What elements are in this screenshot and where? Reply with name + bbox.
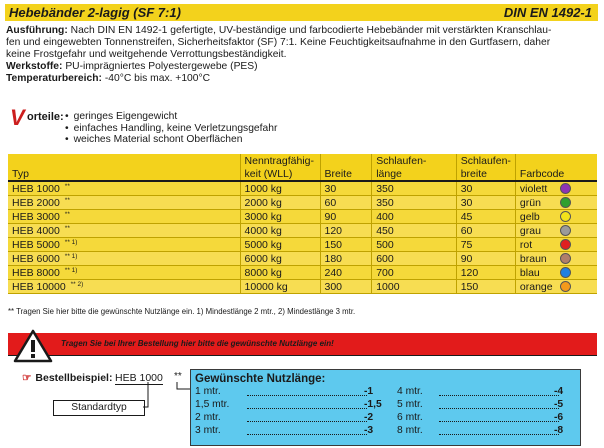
dotted-leader	[247, 421, 367, 422]
row-farbe: rot	[519, 238, 533, 251]
nutzlaenge-option-value: -4	[554, 386, 564, 397]
dotted-leader	[247, 408, 367, 409]
row-farbe: blau	[519, 266, 540, 279]
nutzlaenge-option-label: 4 mtr.	[397, 386, 423, 397]
row-laenge: 700	[372, 266, 457, 280]
row-sbreite: 60	[456, 224, 515, 238]
row-wll: 6000 kg	[240, 252, 320, 266]
norm-label: DIN EN 1492-1	[503, 5, 592, 20]
bestellbeispiel	[22, 372, 112, 384]
col-schlaufenlaenge-header-2: länge	[372, 167, 457, 181]
color-dot-icon	[560, 183, 571, 194]
nutzlaenge-option-label: 1 mtr.	[195, 386, 221, 397]
color-dot-icon	[560, 197, 571, 208]
col-breite-header: Breite	[320, 167, 372, 181]
nutzlaenge-option-value: -3	[364, 425, 374, 436]
dotted-leader	[247, 395, 367, 396]
col-wll-header-2: keit (WLL)	[240, 167, 320, 181]
werkstoffe-value: PU-imprägniertes Polyestergewebe (PES)	[62, 61, 258, 72]
dotted-leader	[439, 434, 559, 435]
dotted-leader	[247, 434, 367, 435]
row-farbe: grau	[519, 224, 541, 237]
row-wll: 1000 kg	[240, 181, 320, 196]
row-sbreite: 120	[456, 266, 515, 280]
row-farbe: gelb	[519, 210, 540, 223]
row-typ: HEB 2000	[12, 196, 60, 209]
row-mark: ** 1)	[64, 252, 78, 260]
table-header-row	[8, 167, 597, 181]
row-laenge: 400	[372, 210, 457, 224]
row-mark: ** 1)	[64, 238, 78, 246]
row-sbreite: 30	[456, 181, 515, 196]
dotted-leader	[439, 408, 559, 409]
row-typ: HEB 1000	[12, 182, 60, 195]
row-farbe: violett	[519, 182, 548, 195]
ausfuehrung-text-2: fen und eingewebten Tonnenstreifen, Sicherheitsfaktor (SF) 7:1. Keine Feuchtigkeitsaufnahme in den Gurtfasern, daher	[6, 37, 551, 48]
vorteile-item: • geringes Eigengewicht	[65, 111, 277, 123]
col-typ-header: Typ	[8, 167, 240, 181]
spec-table	[8, 154, 597, 294]
col-farbcode-header: Farbcode	[515, 167, 597, 181]
row-wll: 2000 kg	[240, 196, 320, 210]
connector-lines	[140, 380, 192, 410]
color-dot-icon	[560, 239, 571, 250]
row-typ: HEB 5000	[12, 238, 60, 251]
row-sbreite: 150	[456, 280, 515, 294]
row-sbreite: 45	[456, 210, 515, 224]
row-farbe: orange	[519, 280, 553, 293]
temperatur-value: -40°C bis max. +100°C	[101, 73, 211, 84]
description	[6, 25, 596, 85]
warning-triangle-icon	[13, 329, 53, 363]
row-breite: 300	[320, 280, 372, 294]
bestellbeispiel-label: Bestellbeispiel:	[35, 372, 113, 384]
row-typ: HEB 4000	[12, 224, 60, 237]
col-schlaufenlaenge-header: Schlaufen-	[372, 154, 457, 167]
row-mark: **	[64, 210, 70, 218]
color-dot-icon	[560, 211, 571, 222]
row-sbreite: 30	[456, 196, 515, 210]
footnote: ** Tragen Sie hier bitte die gewünschte Nutzlänge ein. 1) Mindestlänge 2 mtr., 2) Mindestlänge 3 mtr.	[8, 307, 356, 316]
standardtyp-box: Standardtyp	[53, 400, 145, 416]
row-breite: 120	[320, 224, 372, 238]
row-breite: 60	[320, 196, 372, 210]
row-wll: 5000 kg	[240, 238, 320, 252]
nutzlaenge-option-label: 1,5 mtr.	[195, 399, 230, 410]
dotted-leader	[439, 421, 559, 422]
vorteile-list	[65, 111, 277, 146]
nutzlaenge-title: Gewünschte Nutzlänge:	[195, 373, 326, 385]
color-dot-icon	[560, 253, 571, 264]
row-farbe: grün	[519, 196, 541, 209]
row-mark: ** 2)	[70, 280, 84, 288]
row-farbe: braun	[519, 252, 547, 265]
col-wll-header: Nenntragfähig-	[240, 154, 320, 167]
row-mark: **	[64, 196, 70, 204]
row-typ: HEB 10000	[12, 280, 66, 293]
row-sbreite: 75	[456, 238, 515, 252]
dotted-leader	[439, 395, 559, 396]
row-typ: HEB 6000	[12, 252, 60, 265]
col-schlaufenbreite-header-2: breite	[456, 167, 515, 181]
table-row	[8, 266, 597, 280]
row-mark: ** 1)	[64, 266, 78, 274]
divider	[8, 355, 597, 356]
row-mark: **	[64, 224, 70, 232]
ausfuehrung-label: Ausführung:	[6, 25, 68, 36]
row-laenge: 350	[372, 181, 457, 196]
table-row	[8, 210, 597, 224]
order-code: HEB 1000	[115, 372, 163, 384]
color-dot-icon	[560, 225, 571, 236]
table-header-row	[8, 154, 597, 167]
row-breite: 90	[320, 210, 372, 224]
nutzlaenge-option-label: 6 mtr.	[397, 412, 423, 423]
vorteile-checkmark-icon: V	[10, 105, 25, 130]
nutzlaenge-option-value: -1,5	[364, 399, 382, 410]
row-laenge: 1000	[372, 280, 457, 294]
row-wll: 8000 kg	[240, 266, 320, 280]
nutzlaenge-option-value: -2	[364, 412, 374, 423]
table-row	[8, 238, 597, 252]
row-breite: 30	[320, 181, 372, 196]
nutzlaenge-option-label: 3 mtr.	[195, 425, 221, 436]
row-laenge: 500	[372, 238, 457, 252]
col-schlaufenbreite-header: Schlaufen-	[456, 154, 515, 167]
table-row	[8, 196, 597, 210]
row-sbreite: 90	[456, 252, 515, 266]
nutzlaenge-box	[190, 369, 581, 446]
color-dot-icon	[560, 267, 571, 278]
werkstoffe-label: Werkstoffe:	[6, 61, 63, 72]
table-row	[8, 181, 597, 196]
row-breite: 150	[320, 238, 372, 252]
ausfuehrung-text-3: keine Frostgefahr und weitgehende Verrottungsbeständigkeit.	[6, 49, 287, 60]
header-band	[5, 4, 598, 21]
nutzlaenge-option-value: -1	[364, 386, 374, 397]
row-typ: HEB 3000	[12, 210, 60, 223]
row-laenge: 600	[372, 252, 457, 266]
warning-text: Tragen Sie bei Ihrer Bestellung hier bitte die gewünschte Nutzlänge ein!	[61, 339, 334, 348]
pointing-hand-icon: ☞	[22, 372, 32, 384]
nutzlaenge-option-value: -6	[554, 412, 564, 423]
vorteile-item: • weiches Material schont Oberflächen	[65, 134, 277, 146]
ausfuehrung-text-1: Nach DIN EN 1492-1 gefertigte, UV-beständige und farbcodierte Hebebänder mit verstärkten Kranschlau-	[67, 25, 552, 36]
nutzlaenge-option-value: -8	[554, 425, 564, 436]
table-row	[8, 224, 597, 238]
temperatur-label: Temperaturbereich:	[6, 73, 102, 84]
page-title: Hebebänder 2-lagig (SF 7:1)	[9, 5, 181, 20]
vorteile-label: orteile:	[27, 111, 64, 123]
row-breite: 240	[320, 266, 372, 280]
row-wll: 4000 kg	[240, 224, 320, 238]
row-typ: HEB 8000	[12, 266, 60, 279]
vorteile-item: • einfaches Handling, keine Verletzungsgefahr	[65, 123, 277, 135]
nutzlaenge-option-label: 5 mtr.	[397, 399, 423, 410]
row-laenge: 450	[372, 224, 457, 238]
row-mark: **	[64, 182, 70, 190]
row-wll: 3000 kg	[240, 210, 320, 224]
row-laenge: 350	[372, 196, 457, 210]
table-row	[8, 252, 597, 266]
nutzlaenge-option-value: -5	[554, 399, 564, 410]
row-breite: 180	[320, 252, 372, 266]
nutzlaenge-option-label: 2 mtr.	[195, 412, 221, 423]
nutzlaenge-option-label: 8 mtr.	[397, 425, 423, 436]
row-wll: 10000 kg	[240, 280, 320, 294]
color-dot-icon	[560, 281, 571, 292]
order-stars: **	[174, 371, 182, 382]
table-row	[8, 280, 597, 294]
